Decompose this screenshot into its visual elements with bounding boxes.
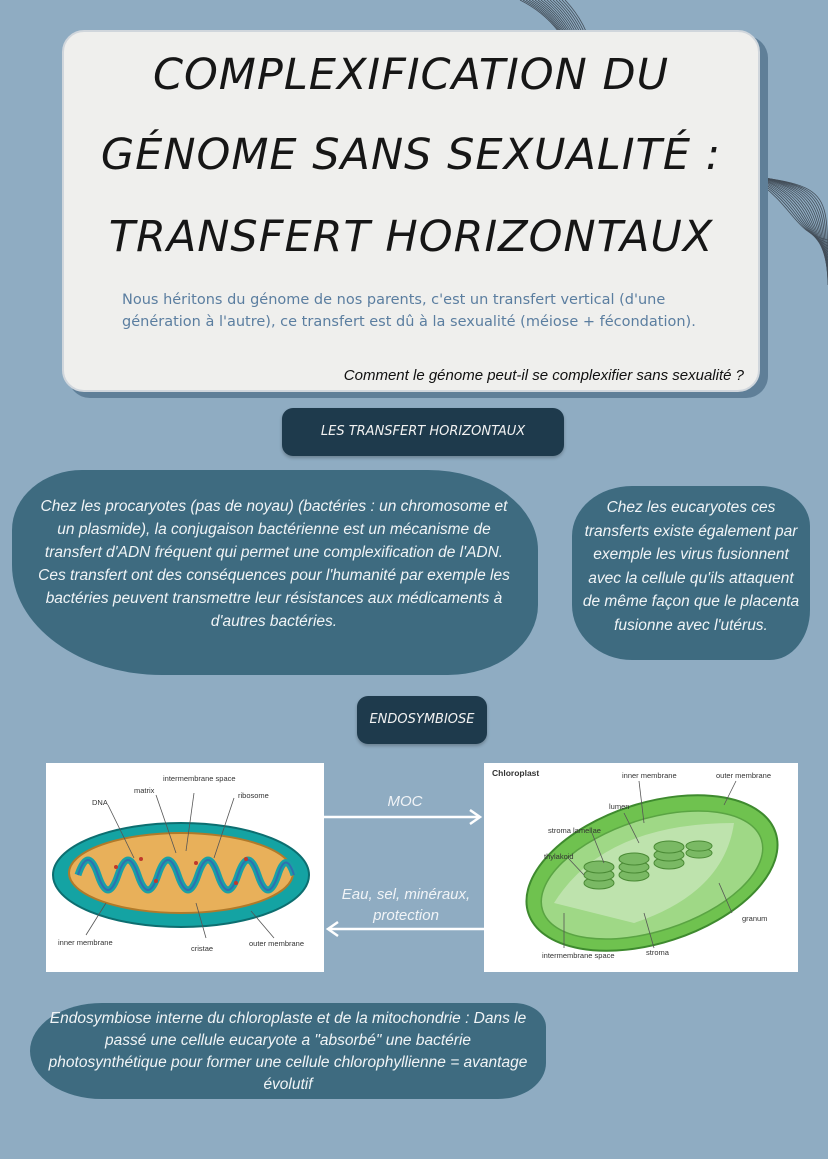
mito-label-inner-membrane: inner membrane	[58, 938, 113, 947]
title-line-2: GÉNOME SANS SEXUALITÉ :	[100, 130, 722, 180]
conclusion-paragraph: Endosymbiose interne du chloroplaste et de la mitochondrie : Dans le passé une cellule eucaryote a "absorbé" une bactérie photosynthétique pour former une cellule chlorophyllienne = avantage évolutif	[48, 1010, 528, 1093]
mitochondria-diagram	[46, 763, 324, 972]
mito-label-dna: DNA	[92, 798, 108, 807]
mito-label-cristae: cristae	[191, 944, 214, 953]
mito-label-outer-membrane: outer membrane	[249, 939, 305, 948]
mito-label-matrix: matrix	[134, 786, 155, 795]
question-text: Comment le génome peut-il se complexifier sans sexualité ?	[343, 367, 744, 384]
intro-text: Nous héritons du génome de nos parents, c'est un transfert vertical (d'une génération à l'autre), ce transfert est dû à la sexualité (méiose + fécondation).	[122, 292, 696, 330]
chloro-label-stroma-lamellae: stroma lamellae	[548, 826, 601, 835]
section-heading-endosymbiose: ENDOSYMBIOSE	[357, 696, 487, 744]
arrow-label-eau: Eau, sel, minéraux, protection	[341, 886, 471, 924]
chloro-label-stroma: stroma	[646, 948, 669, 957]
arrow-label-moc: MOC	[387, 793, 423, 810]
chloro-label-granum: granum	[742, 914, 768, 923]
chloro-label-outer-membrane: outer membrane	[716, 771, 772, 780]
procaryotes-blob	[12, 470, 538, 675]
chloro-label-thylakoid: thylakoid	[544, 852, 574, 861]
section-heading-transferts: LES TRANSFERT HORIZONTAUX	[282, 408, 564, 456]
title-line-1: COMPLEXIFICATION DU	[152, 50, 670, 100]
title-line-3: TRANSFERT HORIZONTAUX	[108, 212, 714, 262]
chloro-label-inner-membrane: inner membrane	[622, 771, 677, 780]
mito-label-intermembrane: intermembrane space	[163, 774, 236, 783]
title-card	[62, 30, 760, 392]
mito-label-ribosome: ribosome	[238, 791, 269, 800]
mitochondria-image	[46, 763, 324, 972]
chloro-label-title: Chloroplast	[492, 768, 540, 778]
procaryotes-paragraph-1: Chez les procaryotes (pas de noyau) (bactéries : un chromosome et un plasmide), la conjugaison bactérienne est un mécanisme de transfert d'ADN fréquent qui permet une complexification de l'ADN.	[40, 498, 508, 561]
eucaryotes-paragraph: Chez les eucaryotes ces transferts existe également par exemple les virus fusionnent avec la cellule qu'ils attaquent de même façon que le placenta fusionne avec l'utérus.	[582, 499, 800, 634]
chloro-label-lumen: lumen	[609, 802, 630, 811]
chloro-label-intermembrane: intermembrane space	[542, 951, 615, 960]
chloroplast-diagram	[484, 763, 798, 972]
procaryotes-paragraph-2: Ces transfert ont des conséquences pour l'humanité par exemple les bactéries peuvent transmettre leur résistances aux médicaments à d'autres bactéries.	[38, 567, 510, 630]
conclusion-blob	[30, 1003, 546, 1099]
chloroplast-image	[484, 763, 798, 972]
eucaryotes-blob	[572, 486, 810, 660]
